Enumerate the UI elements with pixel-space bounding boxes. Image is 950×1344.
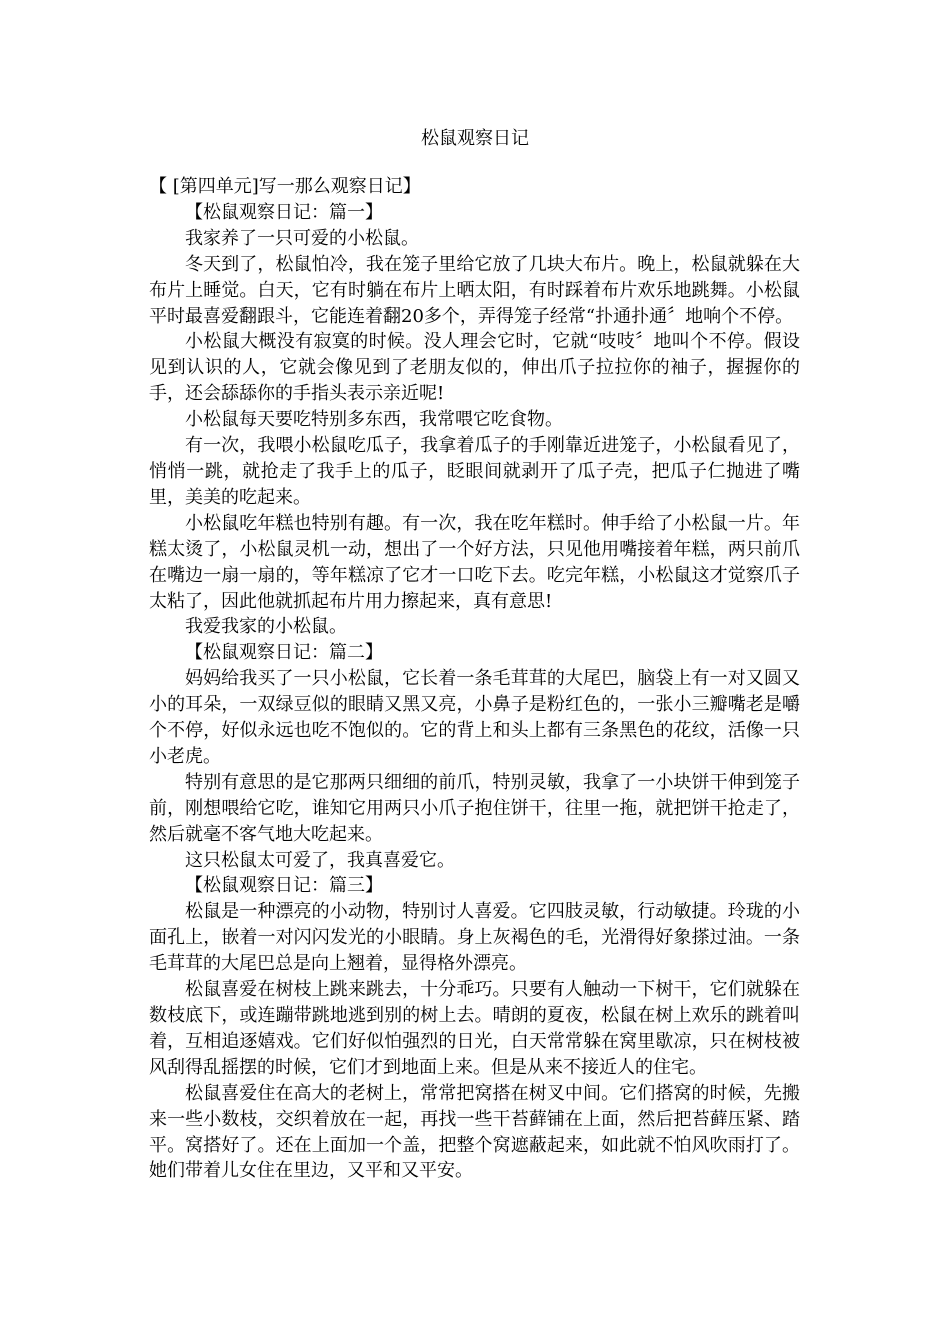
paragraph: 小松鼠吃年糕也特别有趣。有一次，我在吃年糕时。伸手给了小松鼠一片。年糕太烫了，小松鼠灵机一动，想出了一个好方法，只见他用嘴接着年糕，两只前爪在嘴边一扇一扇的，等年糕凉了它才一口吃下去。吃完年糕，小松鼠这才觉察爪子太粘了，因此他就抓起布片用力擦起来，真有意思! (149, 512, 800, 612)
section-heading-1: 【松鼠观察日记：篇一】 (185, 201, 383, 223)
document-body (149, 174, 800, 1184)
paragraph: 松鼠是一种漂亮的小动物，特别讨人喜爱。它四肢灵敏，行动敏捷。玲珑的小面孔上，嵌着一对闪闪发光的小眼睛。身上灰褐色的毛，光滑得好象搽过油。一条毛茸茸的大尾巴总是向上翘着，显得格外漂亮。 (149, 901, 800, 975)
paragraph: 妈妈给我买了一只小松鼠，它长着一条毛茸茸的大尾巴，脑袋上有一对又圆又小的耳朵，一双绿豆似的眼睛又黑又亮，小鼻子是粉红色的，一张小三瓣嘴老是嚼个不停，好似永远也吃不饱似的。它的背上和头上都有三条黑色的花纹，活像一只小老虎。 (149, 668, 800, 767)
paragraph: 小松鼠每天要吃特别多东西，我常喂它吃食物。 (185, 409, 563, 431)
unit-heading: 【 [第四单元]写一那么观察日记】 (149, 176, 421, 197)
paragraph: 松鼠喜爱在树枝上跳来跳去，十分乖巧。只要有人触动一下树干，它们就躲在数枝底下，或连蹦带跳地逃到别的树上去。晴朗的夏夜，松鼠在树上欢乐的跳着叫着，互相追逐嬉戏。它们好似怕强烈的日光，白天常常躲在窝里歇凉，只在树枝被风刮得乱摇摆的时候，它们才到地面上来。但是从来不接近人的住宅。 (149, 979, 800, 1078)
paragraph: 有一次，我喂小松鼠吃瓜子，我拿着瓜子的手刚靠近进笼子，小松鼠看见了，悄悄一跳，就抢走了我手上的瓜子，眨眼间就剥开了瓜子壳，把瓜子仁抛进了嘴里，美美的吃起来。 (149, 435, 800, 508)
paragraph: 小松鼠大概没有寂寞的时候。没人理会它时，它就“吱吱〞地叫个不停。假设见到认识的人，它就会像见到了老朋友似的，伸出爪子拉拉你的袖子，握握你的手，还会舔舔你的手指头表示亲近呢! (149, 331, 800, 405)
paragraph: 这只松鼠太可爱了，我真喜爱它。 (185, 849, 455, 871)
paragraph: 冬天到了，松鼠怕冷，我在笼子里给它放了几块大布片。晚上，松鼠就躲在大布片上睡觉。白天，它有时躺在布片上晒太阳，有时踩着布片欢乐地跳舞。小松鼠平时最喜爱翻跟斗，它能连着翻20多个，弄得笼子经常“扑通扑通〞地响个不停。 (149, 253, 800, 327)
section-heading-3: 【松鼠观察日记：篇三】 (185, 875, 383, 897)
paragraph: 我爱我家的小松鼠。 (185, 616, 347, 638)
paragraph: 松鼠喜爱住在高大的老树上，常常把窝搭在树叉中间。它们搭窝的时候，先搬来一些小数枝，交织着放在一起，再找一些干苔藓铺在上面，然后把苔藓压紧、踏平。窝搭好了。还在上面加一个盖，把整个窝遮蔽起来，如此就不怕风吹雨打了。她们带着儿女住在里边，又平和又平安。 (149, 1082, 800, 1182)
document-title: 松鼠观察日记 (421, 128, 529, 149)
paragraph: 特别有意思的是它那两只细细的前爪，特别灵敏，我拿了一小块饼干伸到笼子前，刚想喂给它吃，谁知它用两只小爪子抱住饼干，往里一拖，就把饼干抢走了，然后就毫不客气地大吃起来。 (149, 771, 800, 845)
section-heading-2: 【松鼠观察日记：篇二】 (185, 642, 383, 664)
paragraph: 我家养了一只可爱的小松鼠。 (185, 227, 419, 249)
